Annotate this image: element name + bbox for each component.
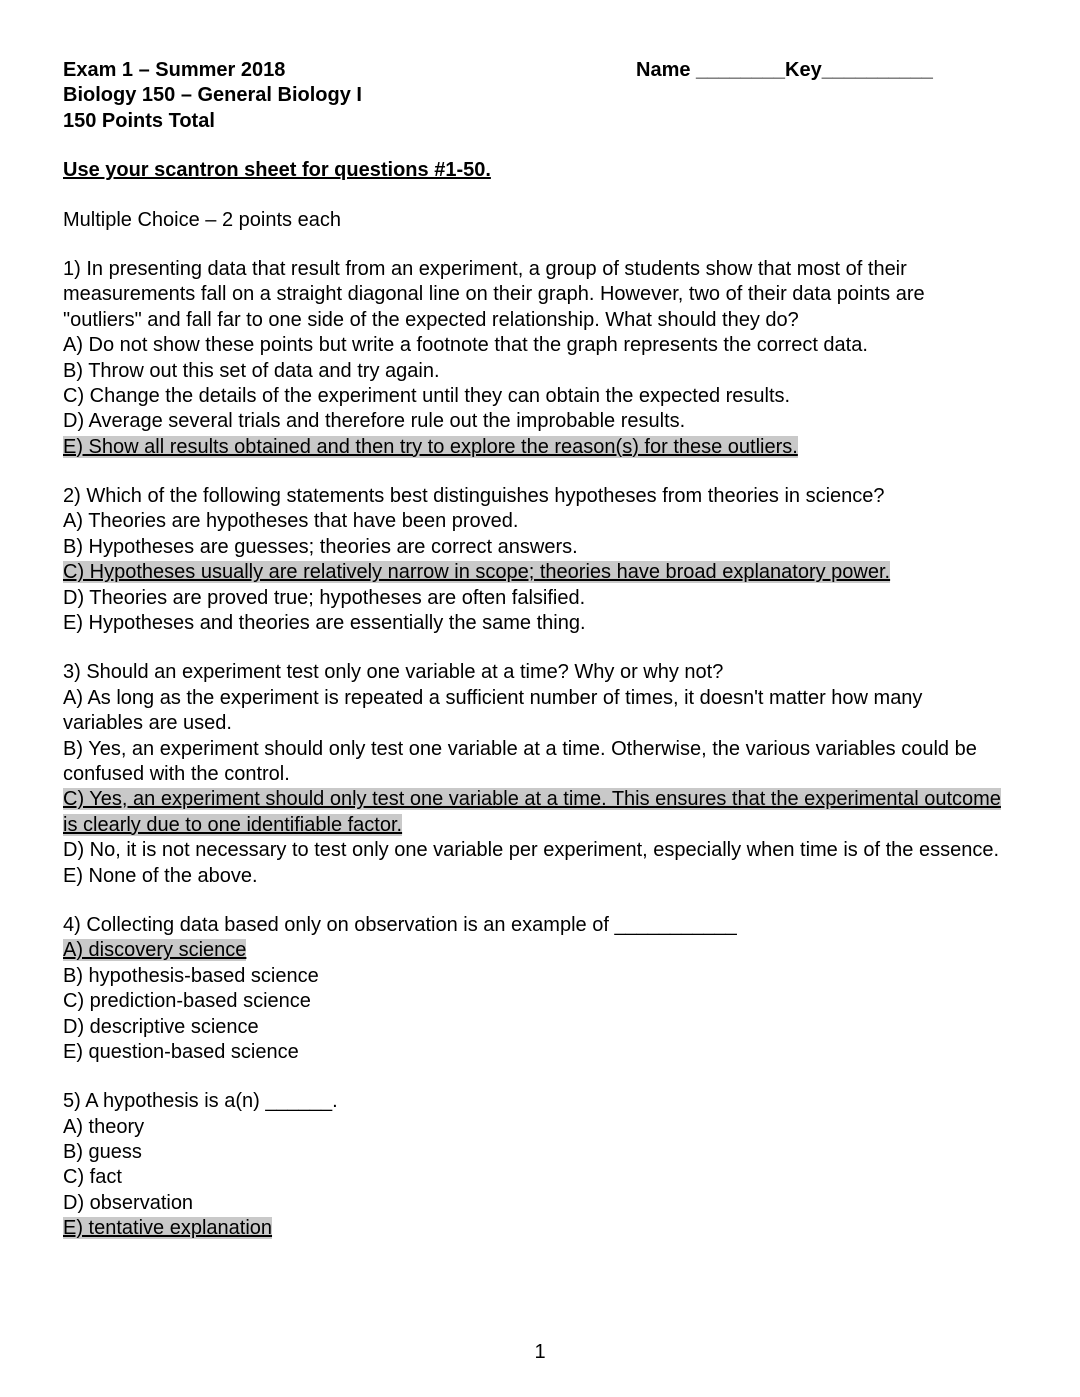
document-header [63, 58, 1004, 134]
question-2-stem: 2) Which of the following statements best distinguishes hypotheses from theories in science? [63, 485, 885, 508]
question-3-option-c-answer [63, 787, 1004, 838]
question-3-option-e: E) None of the above. [63, 864, 258, 887]
question-4-option-c: C) prediction-based science [63, 990, 311, 1013]
question-1-option-a: A) Do not show these points but write a footnote that the graph represents the correct data. [63, 334, 868, 357]
question-3-option-b: B) Yes, an experiment should only test one variable at a time. Otherwise, the various variables could be confused with the control. [63, 737, 977, 785]
highlighted-answer: E) tentative explanation [63, 1217, 273, 1240]
question-5-option-c: C) fact [63, 1166, 122, 1189]
question-2-option-a: A) Theories are hypotheses that have been proved. [63, 510, 519, 533]
question-3 [63, 660, 1004, 889]
question-1-option-b: B) Throw out this set of data and try again. [63, 359, 440, 382]
question-1 [63, 257, 1004, 460]
question-3-option-a: A) As long as the experiment is repeated a sufficient number of times, it doesn't matter how many variables are used. [63, 686, 923, 735]
question-1-option-e-answer [63, 435, 1004, 460]
question-3-option-d: D) No, it is not necessary to test only one variable per experiment, especially when time is of the essence. [63, 839, 1000, 862]
question-2-option-d: D) Theories are proved true; hypotheses are often falsified. [63, 586, 586, 609]
course-title: Biology 150 – General Biology I [63, 84, 362, 107]
highlighted-answer: C) Hypotheses usually are relatively narrow in scope; theories have broad explanatory power. [63, 561, 891, 584]
question-4-option-a-answer [63, 938, 1004, 963]
scantron-instructions: Use your scantron sheet for questions #1-50. [63, 159, 491, 182]
question-3-stem: 3) Should an experiment test only one variable at a time? Why or why not? [63, 661, 724, 684]
question-5-option-b: B) guess [63, 1141, 142, 1164]
points-total: 150 Points Total [63, 109, 215, 132]
question-5 [63, 1089, 1004, 1241]
question-4 [63, 913, 1004, 1065]
question-2-option-b: B) Hypotheses are guesses; theories are correct answers. [63, 535, 578, 558]
section-label: Multiple Choice – 2 points each [63, 208, 341, 231]
name-key-line: Name ________Key__________ [636, 59, 933, 81]
page-number: 1 [534, 1340, 546, 1363]
question-1-option-c: C) Change the details of the experiment until they can obtain the expected results. [63, 384, 791, 407]
question-4-option-b: B) hypothesis-based science [63, 964, 319, 987]
question-4-option-d: D) descriptive science [63, 1015, 259, 1038]
question-5-option-e-answer [63, 1216, 1004, 1241]
question-2 [63, 484, 1004, 636]
highlighted-answer: E) Show all results obtained and then try to explore the reason(s) for these outliers. [63, 435, 798, 458]
question-2-option-e: E) Hypotheses and theories are essentially the same thing. [63, 612, 586, 635]
highlighted-answer: C) Yes, an experiment should only test one variable at a time. This ensures that the experimental outcome is clearly due to one identifiable factor. [63, 788, 1001, 836]
question-1-option-d: D) Average several trials and therefore rule out the improbable results. [63, 410, 686, 433]
question-1-stem: 1) In presenting data that result from an experiment, a group of students show that most of their measurements fall on a straight diagonal line on their graph. However, two of their data points are "outliers" and fall far to one side of the expected relationship. What should they do? [63, 257, 925, 331]
question-4-stem: 4) Collecting data based only on observation is an example of ___________ [63, 913, 737, 936]
question-5-option-a: A) theory [63, 1115, 145, 1138]
question-2-option-c-answer [63, 560, 1004, 585]
exam-title: Exam 1 – Summer 2018 [63, 59, 286, 81]
question-5-option-d: D) observation [63, 1191, 194, 1214]
question-4-option-e: E) question-based science [63, 1040, 299, 1063]
question-5-stem: 5) A hypothesis is a(n) ______. [63, 1090, 338, 1113]
highlighted-answer: A) discovery science [63, 939, 247, 962]
